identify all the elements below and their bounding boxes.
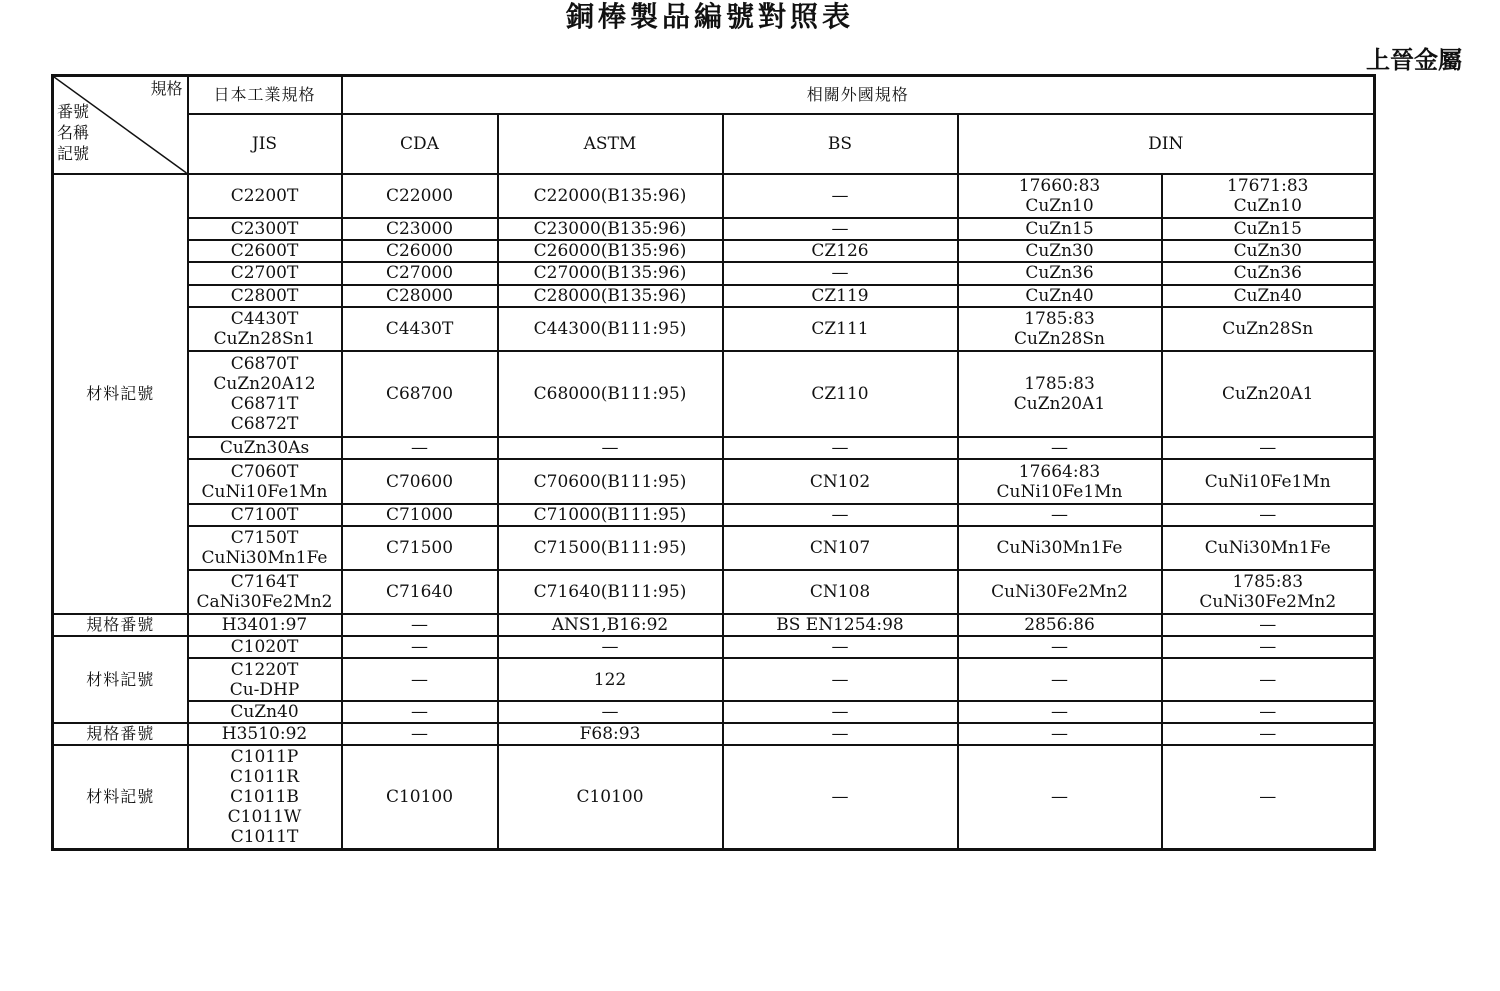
table-row (53, 636, 1375, 658)
cell-din1: CuZn36 (958, 262, 1162, 284)
cell-din1: — (958, 723, 1162, 745)
cell-din2: — (1162, 701, 1375, 723)
cell-astm: 122 (498, 658, 723, 700)
cell-cda: C26000 (342, 240, 498, 262)
table-row (53, 285, 1375, 307)
header-corner-cell (53, 76, 188, 175)
cell-astm: C10100 (498, 745, 723, 850)
cell-bs: CN107 (723, 526, 958, 570)
table-row (53, 526, 1375, 570)
table-row (53, 658, 1375, 700)
cell-din2: 17671:83 CuZn10 (1162, 174, 1375, 218)
cell-astm: C71500(B111:95) (498, 526, 723, 570)
cell-jis: C7150T CuNi30Mn1Fe (188, 526, 342, 570)
cell-din2: — (1162, 437, 1375, 459)
cell-cda: C23000 (342, 218, 498, 240)
category-cell: 材料記號 (53, 174, 188, 614)
corner-label-names: 番號 名稱 記號 (57, 102, 90, 163)
cell-bs: — (723, 437, 958, 459)
cell-din1: 17664:83 CuNi10Fe1Mn (958, 459, 1162, 503)
cell-bs: CZ119 (723, 285, 958, 307)
cell-din1: CuZn40 (958, 285, 1162, 307)
cell-jis: C1020T (188, 636, 342, 658)
document-title: 銅棒製品編號對照表 (565, 0, 854, 33)
cell-bs: CZ126 (723, 240, 958, 262)
table-row (53, 723, 1375, 745)
cell-din2: CuZn15 (1162, 218, 1375, 240)
cell-bs: — (723, 723, 958, 745)
cell-cda: C70600 (342, 459, 498, 503)
cell-din2: CuNi30Mn1Fe (1162, 526, 1375, 570)
cell-astm: C26000(B135:96) (498, 240, 723, 262)
cell-cda: — (342, 614, 498, 636)
cell-cda: C10100 (342, 745, 498, 850)
cell-jis: C7060T CuNi10Fe1Mn (188, 459, 342, 503)
cell-din1: — (958, 745, 1162, 850)
cell-cda: C71640 (342, 570, 498, 614)
company-name: 上晉金屬 (1366, 46, 1462, 74)
header-foreign-group: 相關外國規格 (342, 76, 1375, 114)
cell-jis: C2600T (188, 240, 342, 262)
cell-bs: — (723, 174, 958, 218)
cell-cda: — (342, 701, 498, 723)
cell-cda: — (342, 636, 498, 658)
cell-din2: CuZn30 (1162, 240, 1375, 262)
cell-astm: F68:93 (498, 723, 723, 745)
cell-din2: — (1162, 614, 1375, 636)
cell-astm: C70600(B111:95) (498, 459, 723, 503)
header-cda: CDA (342, 114, 498, 174)
corner-label-spec: 規格 (150, 79, 183, 98)
cell-bs: — (723, 218, 958, 240)
cell-jis: C1011P C1011R C1011B C1011W C1011T (188, 745, 342, 850)
table-row (53, 614, 1375, 636)
cell-din2: CuZn28Sn (1162, 307, 1375, 351)
table-row (53, 504, 1375, 526)
cell-bs: CZ111 (723, 307, 958, 351)
table-row (53, 437, 1375, 459)
cell-cda: C71000 (342, 504, 498, 526)
category-cell: 材料記號 (53, 636, 188, 722)
table-row (53, 262, 1375, 284)
table-row (53, 240, 1375, 262)
table-row (53, 701, 1375, 723)
cell-jis: C6870T CuZn20A12 C6871T C6872T (188, 351, 342, 437)
cell-cda: C68700 (342, 351, 498, 437)
cell-din1: CuZn15 (958, 218, 1162, 240)
cell-bs: — (723, 636, 958, 658)
cell-din1: 2856:86 (958, 614, 1162, 636)
header-jis-group: 日本工業規格 (188, 76, 342, 114)
cell-astm: — (498, 636, 723, 658)
cell-jis: C4430T CuZn28Sn1 (188, 307, 342, 351)
category-cell: 規格番號 (53, 614, 188, 636)
cell-astm: C27000(B135:96) (498, 262, 723, 284)
cell-astm: — (498, 701, 723, 723)
cell-cda: C71500 (342, 526, 498, 570)
cell-din1: CuNi30Mn1Fe (958, 526, 1162, 570)
cell-din1: — (958, 658, 1162, 700)
table-row (53, 570, 1375, 614)
cell-din2: CuNi10Fe1Mn (1162, 459, 1375, 503)
cell-cda: C28000 (342, 285, 498, 307)
cell-din1: — (958, 636, 1162, 658)
cell-jis: H3510:92 (188, 723, 342, 745)
cell-bs: — (723, 701, 958, 723)
cell-bs: CZ110 (723, 351, 958, 437)
table-row (53, 459, 1375, 503)
cell-jis: C2700T (188, 262, 342, 284)
cell-din2: — (1162, 745, 1375, 850)
cell-astm: C28000(B135:96) (498, 285, 723, 307)
cell-astm: — (498, 437, 723, 459)
header-bs: BS (723, 114, 958, 174)
cell-bs: — (723, 745, 958, 850)
cell-jis: C2200T (188, 174, 342, 218)
cell-bs: CN102 (723, 459, 958, 503)
cell-cda: — (342, 723, 498, 745)
cell-din2: — (1162, 504, 1375, 526)
cell-din2: CuZn36 (1162, 262, 1375, 284)
cell-din1: — (958, 504, 1162, 526)
header-din: DIN (958, 114, 1375, 174)
cell-din2: — (1162, 658, 1375, 700)
cell-din2: — (1162, 723, 1375, 745)
cell-cda: C27000 (342, 262, 498, 284)
cell-bs: — (723, 658, 958, 700)
cell-cda: — (342, 437, 498, 459)
cell-jis: CuZn40 (188, 701, 342, 723)
cell-astm: C68000(B111:95) (498, 351, 723, 437)
cell-din2: — (1162, 636, 1375, 658)
cell-astm: ANS1,B16:92 (498, 614, 723, 636)
cell-jis: C7164T CaNi30Fe2Mn2 (188, 570, 342, 614)
cell-din1: — (958, 701, 1162, 723)
header-astm: ASTM (498, 114, 723, 174)
cell-jis: CuZn30As (188, 437, 342, 459)
header-jis: JIS (188, 114, 342, 174)
cell-jis: C1220T Cu-DHP (188, 658, 342, 700)
cell-din1: — (958, 437, 1162, 459)
cell-cda: C22000 (342, 174, 498, 218)
cell-astm: C71640(B111:95) (498, 570, 723, 614)
category-cell: 規格番號 (53, 723, 188, 745)
cell-jis: C2300T (188, 218, 342, 240)
cell-din2: CuZn40 (1162, 285, 1375, 307)
cell-jis: C2800T (188, 285, 342, 307)
cell-cda: — (342, 658, 498, 700)
table-row (53, 351, 1375, 437)
cell-bs: CN108 (723, 570, 958, 614)
cell-astm: C23000(B135:96) (498, 218, 723, 240)
table-row (53, 174, 1375, 218)
cell-astm: C22000(B135:96) (498, 174, 723, 218)
cell-jis: C7100T (188, 504, 342, 526)
cell-cda: C4430T (342, 307, 498, 351)
cell-din2: 1785:83 CuNi30Fe2Mn2 (1162, 570, 1375, 614)
table-row (53, 745, 1375, 850)
cell-astm: C71000(B111:95) (498, 504, 723, 526)
cell-din1: 17660:83 CuZn10 (958, 174, 1162, 218)
table-row (53, 307, 1375, 351)
cell-din1: CuNi30Fe2Mn2 (958, 570, 1162, 614)
cell-din1: 1785:83 CuZn28Sn (958, 307, 1162, 351)
table-row (53, 218, 1375, 240)
category-cell: 材料記號 (53, 745, 188, 850)
cell-bs: — (723, 504, 958, 526)
cell-din1: 1785:83 CuZn20A1 (958, 351, 1162, 437)
cell-jis: H3401:97 (188, 614, 342, 636)
cell-bs: BS EN1254:98 (723, 614, 958, 636)
cell-astm: C44300(B111:95) (498, 307, 723, 351)
comparison-table (51, 74, 1376, 851)
cell-din1: CuZn30 (958, 240, 1162, 262)
cell-bs: — (723, 262, 958, 284)
cell-din2: CuZn20A1 (1162, 351, 1375, 437)
